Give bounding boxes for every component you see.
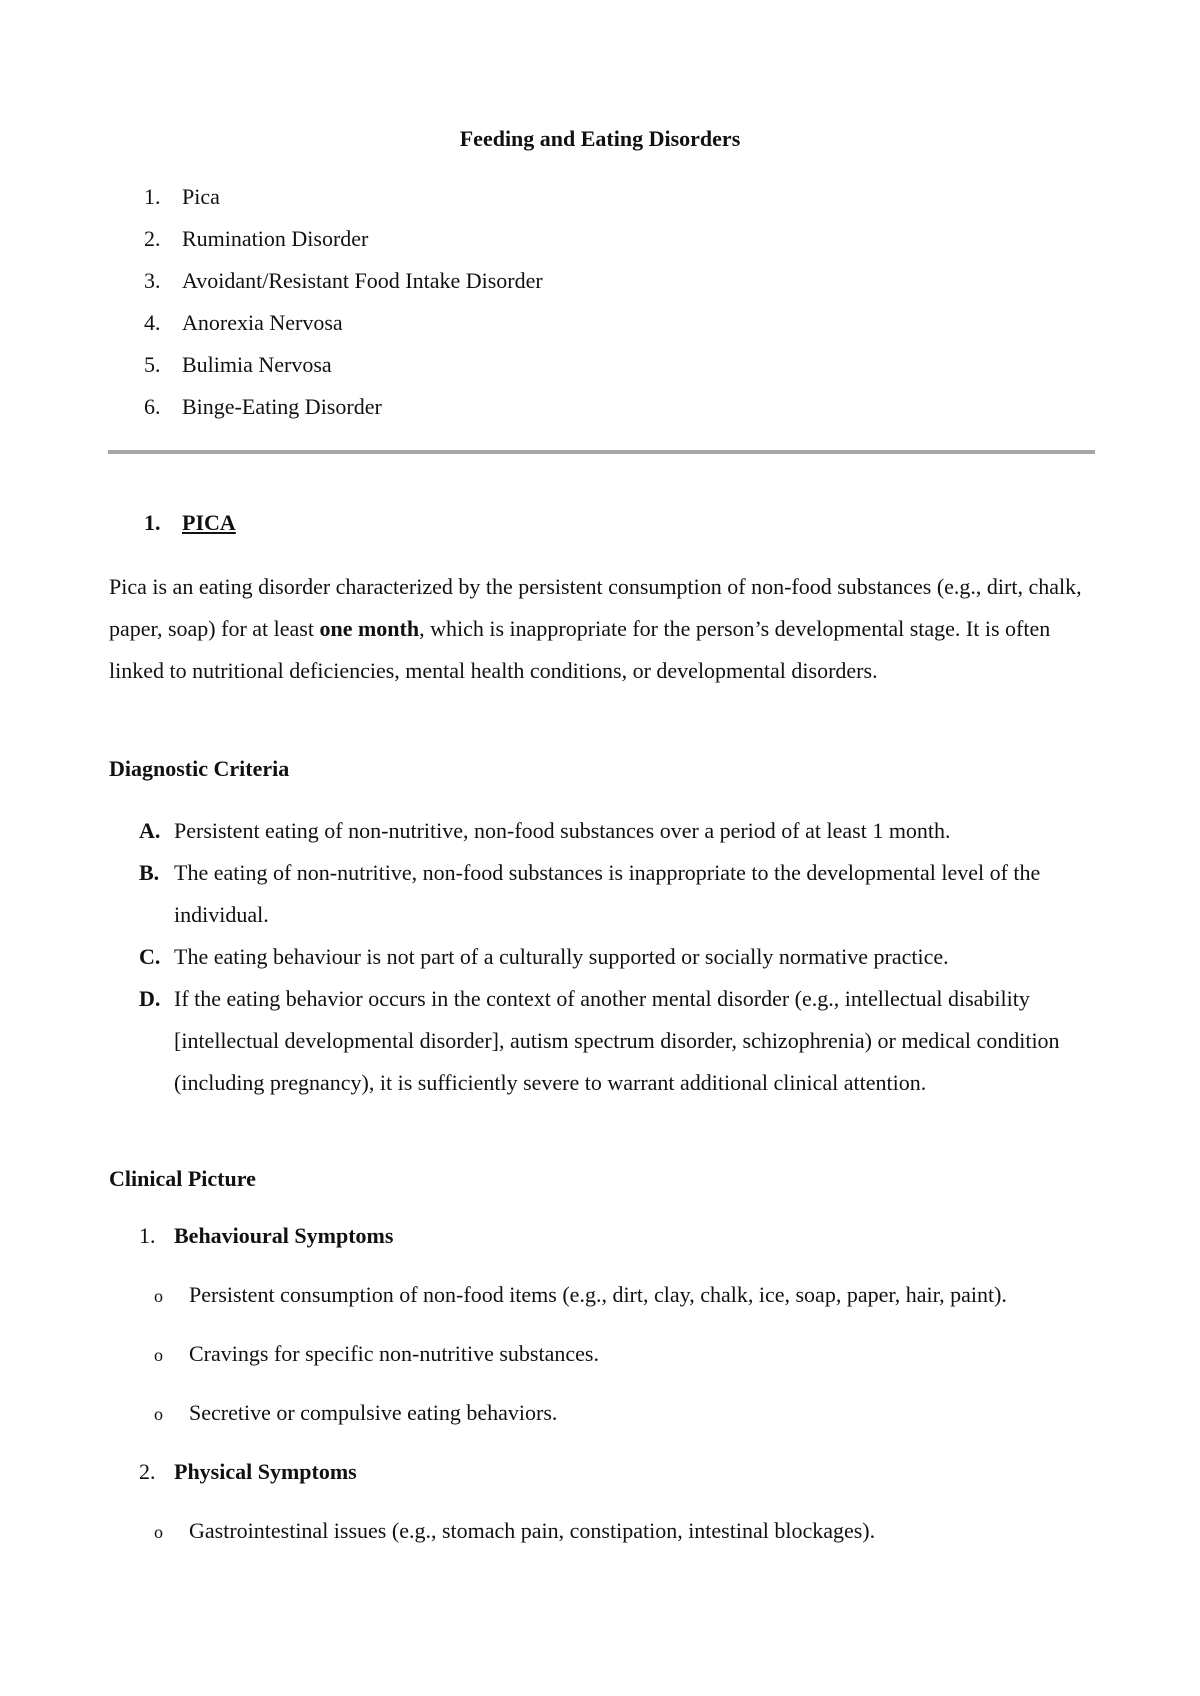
section-title: PICA: [182, 510, 236, 535]
section-number: 1.: [144, 510, 161, 535]
bullet-marker: o: [154, 1345, 163, 1365]
criterion-text: The eating behaviour is not part of a culturally supported or socially normative practice.: [174, 944, 949, 969]
toc-item: [0, 224, 1200, 266]
criterion-item: [0, 978, 1096, 1104]
toc-item: [0, 350, 1200, 392]
toc-list: [0, 182, 1200, 434]
criterion-text: If the eating behavior occurs in the context of another mental disorder (e.g., intellectual disability [intellectual developmental disorder], autism spectrum disorder, schizophrenia) or medical condition (including pregnancy), it is sufficiently severe to warrant additional clinical attention.: [174, 986, 1060, 1095]
subsection-number: 1.: [139, 1223, 156, 1248]
toc-number: 2.: [144, 226, 161, 251]
diagnostic-criteria-heading: Diagnostic Criteria: [109, 756, 290, 781]
criterion-letter: C.: [139, 944, 161, 969]
toc-item: [0, 266, 1200, 308]
horizontal-divider: [108, 450, 1095, 454]
intro-text: , which is inappropriate for the person’s developmental stage. It is often linked to nutritional deficiencies, mental health conditions, or developmental disorders.: [109, 616, 1051, 683]
toc-label: Pica: [182, 184, 220, 209]
bullet-marker: o: [154, 1522, 163, 1542]
subsection-number: 2.: [139, 1459, 156, 1484]
criterion-item: [0, 810, 1096, 852]
criterion-item: [0, 936, 1096, 978]
toc-item: [0, 182, 1200, 224]
toc-label: Bulimia Nervosa: [182, 352, 332, 377]
intro-emphasis: one month: [319, 616, 420, 641]
bullet-marker: o: [154, 1286, 163, 1306]
criterion-letter: A.: [139, 818, 161, 843]
toc-label: Rumination Disorder: [182, 226, 369, 251]
toc-number: 5.: [144, 352, 161, 377]
document-title: Feeding and Eating Disorders: [459, 126, 741, 151]
toc-item: [0, 308, 1200, 350]
toc-item: [0, 392, 1200, 434]
toc-number: 3.: [144, 268, 161, 293]
clinical-picture-heading: Clinical Picture: [109, 1166, 256, 1191]
criterion-letter: B.: [139, 860, 160, 885]
toc-label: Binge-Eating Disorder: [182, 394, 382, 419]
criterion-text: Persistent eating of non-nutritive, non-food substances over a period of at least 1 month.: [174, 818, 951, 843]
intro-text: Pica is an eating disorder characterized by the persistent consumption of non-food substances (e.g., dirt, chalk, paper, soap) for at least: [109, 574, 1082, 641]
toc-number: 4.: [144, 310, 161, 335]
toc-label: Anorexia Nervosa: [182, 310, 343, 335]
criteria-list: [0, 810, 1200, 1104]
bullet-text: Cravings for specific non-nutritive substances.: [189, 1341, 599, 1366]
criterion-text: The eating of non-nutritive, non-food substances is inappropriate to the developmental level of the individual.: [174, 860, 1041, 927]
intro-paragraph: [109, 566, 1099, 692]
subsection-title: Behavioural Symptoms: [174, 1223, 394, 1248]
bullet-marker: o: [154, 1404, 163, 1424]
bullet-text: Gastrointestinal issues (e.g., stomach pain, constipation, intestinal blockages).: [189, 1518, 876, 1543]
subsection-title: Physical Symptoms: [174, 1459, 357, 1484]
toc-number: 6.: [144, 394, 161, 419]
toc-label: Avoidant/Resistant Food Intake Disorder: [182, 268, 543, 293]
bullet-text: Persistent consumption of non-food items (e.g., dirt, clay, chalk, ice, soap, paper, hair, paint).: [189, 1282, 1007, 1307]
bullet-text: Secretive or compulsive eating behaviors.: [189, 1400, 558, 1425]
criterion-item: [0, 852, 1096, 936]
criterion-letter: D.: [139, 986, 161, 1011]
toc-number: 1.: [144, 184, 161, 209]
